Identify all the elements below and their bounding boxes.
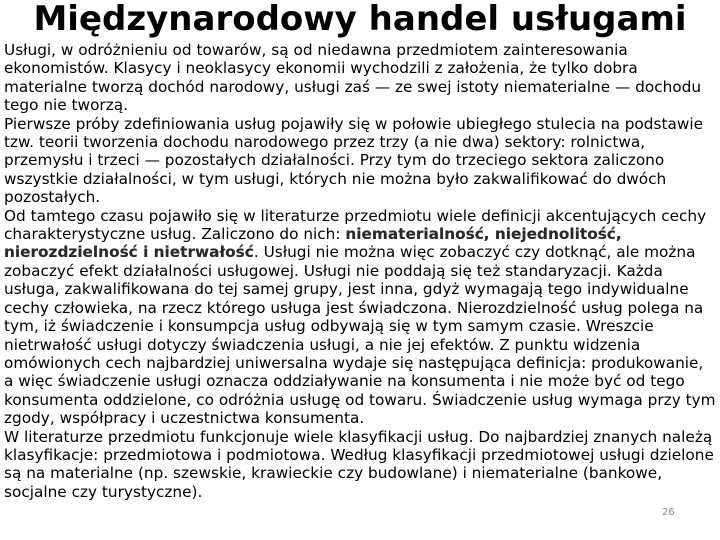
term-perishability: nietrwałość (153, 243, 254, 262)
term-intangibility: niematerialność (345, 225, 484, 244)
paragraph-characteristics (4, 207, 716, 428)
term-inseparability: nierozdzielność (4, 243, 138, 262)
term-separator-3: i (137, 243, 154, 262)
characteristics-lead: Od tamtego czasu pojawiło się w literaturze przedmiotu wiele definicji akcentujących cechy charakterystyczne usług. Zaliczono do nich: (4, 206, 707, 244)
paragraph-classification: W literaturze przedmiotu funkcjonuje wiele klasyfikacji usług. Do najbardziej znanych należą klasyfikacje: przedmiotowa i podmiotowa. Według klasyfikacji przedmiotowej usługi dzielone są na materialne (np. szewskie, krawieckie czy budowlane) i niematerialne (bankowe, socjalne czy turystyczne). (4, 427, 714, 501)
term-heterogeneity: niejednolitość (494, 225, 616, 244)
term-separator-1: , (483, 225, 495, 244)
characteristics-body: . Usługi nie można więc zobaczyć czy dotknąć, ale można zobaczyć efekt działalności usługowej. Usługi nie poddają się też standaryzacji. Każda usługa, zakwalifikowana do tej samej grupy, jest inna, gdyż wymagają tego indywidualne cechy człowieka, na rzecz którego usługa jest świadczona. Nierozdzielność usług polega na tym, iż świadczenie i konsumpcja usług odbywają się w tym samym czasie. Wreszcie nietrwałość usługi dotyczy świadczenia usługi, a nie jej efektów. Z punktu widzenia omówionych cech najbardziej uniwersalna wydaje się następująca definicja: produkowanie, a więc świadczenie usługi oznacza oddziaływanie na konsumenta i nie może być od tego konsumenta oddzielone, co odróżnia usługę od towaru. Świadczenie usług wymaga przy tym zgody, współpracy i uczestnictwa konsumenta. (4, 243, 716, 428)
term-separator-2: , (615, 225, 622, 244)
slide-title: Międzynarodowy handel usługami (33, 0, 687, 39)
paragraph-history: Pierwsze próby zdefiniowania usług pojawiły się w połowie ubiegłego stulecia na podstawie tzw. teorii tworzenia dochodu narodowego przez trzy (a nie dwa) sektory: rolnictwa, przemysłu i trzeci — pozostałych działalności. Przy tym do trzeciego sektora zaliczono wszystkie działalności, w tym usługi, których nie można było zakwalifikować do dwóch pozostałych. (4, 114, 704, 207)
paragraph-intro: Usługi, w odróżnieniu od towarów, są od niedawna przedmiotem zainteresowania ekonomistów. Klasycy i neoklasycy ekonomii wychodzili z założenia, że tylko dobra materialne tworzą dochód narodowy, usługi zaś — ze swej istoty niematerialne — dochodu tego nie tworzą. (4, 41, 702, 115)
page-number: 26 (662, 507, 675, 518)
slide-body (4, 41, 716, 501)
